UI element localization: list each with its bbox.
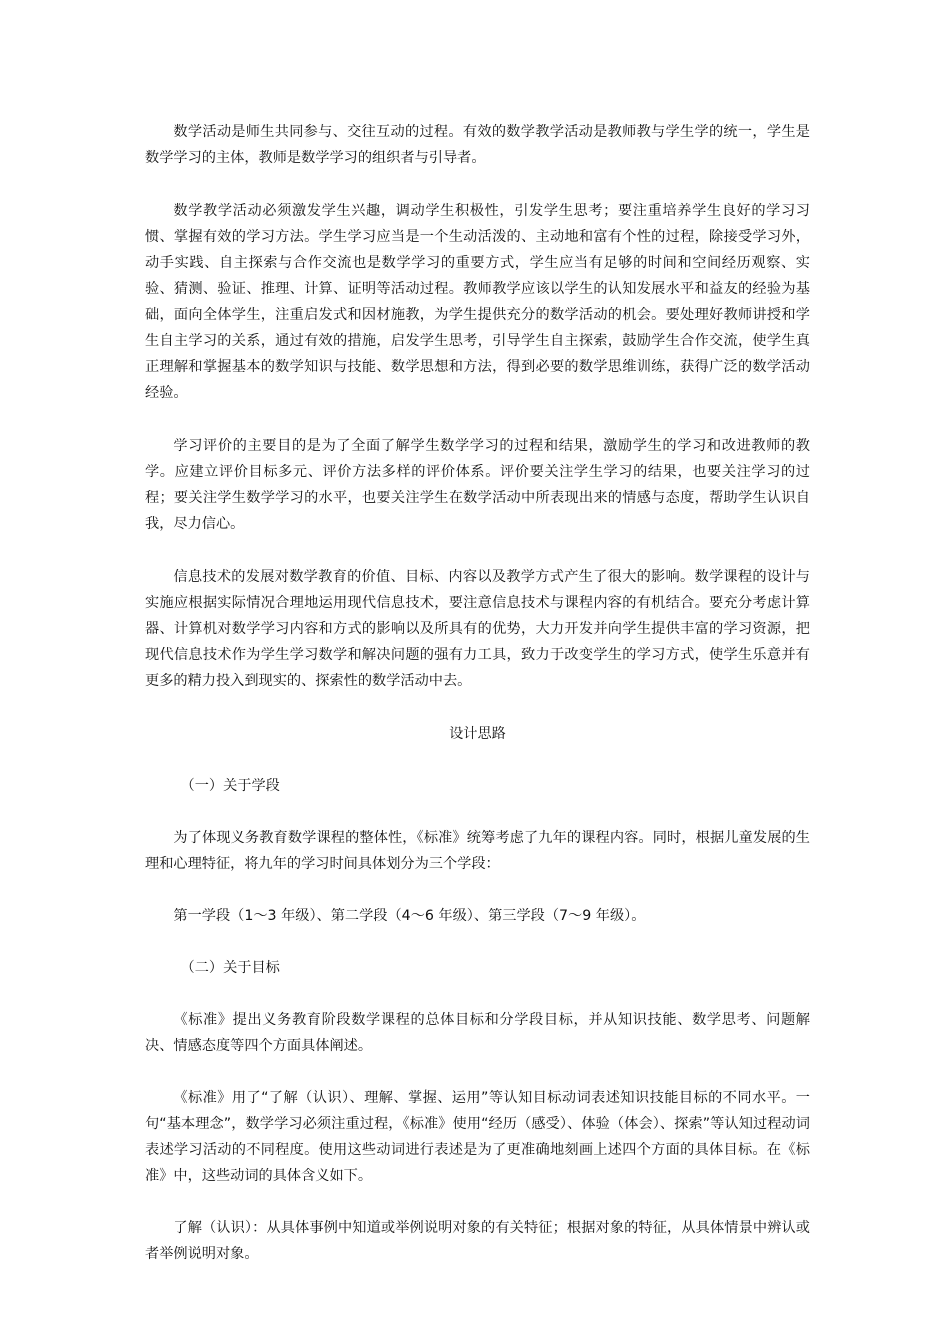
paragraph-teaching-activity: 数学教学活动必须激发学生兴趣，调动学生积极性，引发学生思考；要注重培养学生良好的学习习惯、掌握有效的学习方法。学生学习应当是一个生动活泼的、主动地和富有个性的过程，除接受学习外，动手实践、自主探索与合作交流也是数学学习的重要方式，学生应当有足够的时间和空间经历观察、实验、猜测、验证、推理、计算、证明等活动过程。教师教学应该以学生的认知发展水平和益友的经验为基础，面向全体学生，注重启发式和因材施教，为学生提供充分的数学活动的机会。要处理好教师讲授和学生自主学习的关系，通过有效的措施，启发学生思考，引导学生自主探索，鼓励学生合作交流，使学生真正理解和掌握基本的数学知识与技能、数学思想和方法，得到必要的数学思维训练，获得广泛的数学活动经验。 — [145, 203, 810, 401]
paragraph-goal-verbs: 《标准》用了“了解（认识）、理解、掌握、运用”等认知目标动词表述知识技能目标的不同水平。一句“基本理念”，数学学习必须注重过程，《标准》使用“经历（感受）、体验（体会）、探索”等认知过程动词表述学习活动的不同程度。使用这些动词进行表述是为了更准确地刻画上述四个方面的具体目标。在《标准》中，这些动词的具体含义如下。 — [145, 1090, 810, 1184]
paragraph-learning-evaluation: 学习评价的主要目的是为了全面了解学生数学学习的过程和结果，激励学生的学习和改进教师的教学。应建立评价目标多元、评价方法多样的评价体系。评价要关注学生学习的结果，也要关注学习的过程；要关注学生数学学习的水平，也要关注学生在数学活动中所表现出来的情感与态度，帮助学生认识自我，尽力信心。 — [145, 438, 810, 532]
paragraph-math-activity: 数学活动是师生共同参与、交往互动的过程。有效的数学教学活动是教师教与学生学的统一，学生是数学学习的主体，教师是数学学习的组织者与引导者。 — [145, 124, 810, 166]
section-heading: 设计思路 — [449, 726, 506, 742]
paragraph-stages-intro: 为了体现义务教育数学课程的整体性，《标准》统筹考虑了九年的课程内容。同时，根据儿童发展的生理和心理特征，将九年的学习时间具体划分为三个学段： — [145, 830, 810, 872]
paragraph-stages-list: 第一学段（1～3 年级）、第二学段（4～6 年级）、第三学段（7～9 年级）。 — [173, 908, 646, 924]
paragraph-information-technology: 信息技术的发展对数学教育的价值、目标、内容以及教学方式产生了很大的影响。数学课程的设计与实施应根据实际情况合理地运用现代信息技术，要注意信息技术与课程内容的有机结合。要充分考虑计算器、计算机对数学学习内容和方式的影响以及所具有的优势，大力开发并向学生提供丰富的学习资源，把现代信息技术作为学生学习数学和解决问题的强有力工具，致力于改变学生的学习方式，使学生乐意并有更多的精力投入到现实的、探索性的数学活动中去。 — [145, 569, 810, 689]
paragraph-understand-definition: 了解（认识）：从具体事例中知道或举例说明对象的有关特征；根据对象的特征，从具体情景中辨认或者举例说明对象。 — [145, 1220, 810, 1262]
document-page — [145, 119, 810, 1267]
subsection-title-goals: （二）关于目标 — [180, 960, 280, 976]
paragraph-goals-intro: 《标准》提出义务教育阶段数学课程的总体目标和分学段目标，并从知识技能、数学思考、问题解决、情感态度等四个方面具体阐述。 — [145, 1012, 810, 1054]
subsection-title-stages: （一）关于学段 — [180, 778, 280, 794]
